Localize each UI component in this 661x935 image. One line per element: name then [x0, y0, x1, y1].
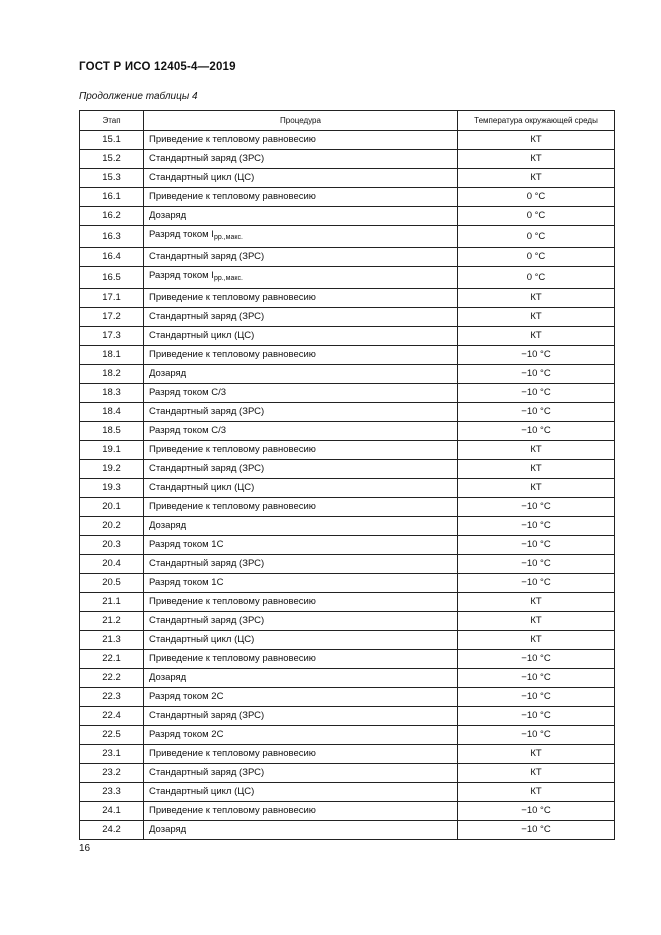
table-row: [80, 574, 615, 593]
cell-procedure: [144, 188, 458, 207]
cell-procedure: [144, 131, 458, 150]
cell-step: 16.4: [80, 248, 144, 267]
table-row: [80, 802, 615, 821]
procedure-text: Стандартный цикл (ЦС): [149, 172, 255, 183]
table-row: [80, 248, 615, 267]
table-row: [80, 783, 615, 802]
cell-procedure: [144, 384, 458, 403]
cell-step: 21.3: [80, 631, 144, 650]
cell-temperature: −10 °С: [458, 536, 615, 555]
table-body: [80, 131, 615, 840]
procedure-text: Приведение к тепловому равновесию: [149, 653, 316, 664]
cell-step: 15.2: [80, 150, 144, 169]
cell-procedure: [144, 248, 458, 267]
cell-temperature: КТ: [458, 308, 615, 327]
table-row: [80, 267, 615, 289]
cell-procedure: [144, 479, 458, 498]
cell-step: 15.3: [80, 169, 144, 188]
procedure-text: Разряд током С/3: [149, 387, 227, 398]
procedure-text: Разряд током С/3: [149, 425, 227, 436]
table-row: [80, 131, 615, 150]
table-row: [80, 207, 615, 226]
table-row: [80, 764, 615, 783]
table-row: [80, 726, 615, 745]
procedure-text: Приведение к тепловому равновесию: [149, 292, 316, 303]
cell-temperature: −10 °С: [458, 688, 615, 707]
procedure-text: Приведение к тепловому равновесию: [149, 596, 316, 607]
procedure-text: Разряд током 2С: [149, 729, 224, 740]
cell-temperature: КТ: [458, 327, 615, 346]
cell-procedure: [144, 764, 458, 783]
cell-procedure: [144, 802, 458, 821]
table-row: [80, 650, 615, 669]
table-row: [80, 631, 615, 650]
table-row: [80, 707, 615, 726]
cell-temperature: КТ: [458, 150, 615, 169]
cell-temperature: −10 °С: [458, 726, 615, 745]
cell-procedure: [144, 308, 458, 327]
cell-step: 18.3: [80, 384, 144, 403]
procedure-text: Приведение к тепловому равновесию: [149, 444, 316, 455]
table-row: [80, 289, 615, 308]
table-row: [80, 308, 615, 327]
cell-step: 19.3: [80, 479, 144, 498]
cell-step: 23.1: [80, 745, 144, 764]
cell-temperature: −10 °С: [458, 669, 615, 688]
cell-procedure: [144, 267, 458, 289]
cell-step: 17.3: [80, 327, 144, 346]
cell-temperature: 0 °С: [458, 188, 615, 207]
cell-step: 19.2: [80, 460, 144, 479]
cell-procedure: [144, 498, 458, 517]
procedure-text: Стандартный заряд (ЗРС): [149, 463, 265, 474]
cell-procedure: [144, 365, 458, 384]
table-row: [80, 346, 615, 365]
cell-procedure: [144, 688, 458, 707]
procedure-text: Дозаряд: [149, 672, 187, 683]
cell-step: 23.2: [80, 764, 144, 783]
cell-temperature: КТ: [458, 764, 615, 783]
table-row: [80, 669, 615, 688]
cell-procedure: [144, 669, 458, 688]
cell-temperature: 0 °С: [458, 207, 615, 226]
cell-temperature: 0 °С: [458, 267, 615, 289]
cell-procedure: [144, 422, 458, 441]
cell-procedure: [144, 460, 458, 479]
cell-temperature: −10 °С: [458, 365, 615, 384]
document-title: ГОСТ Р ИСО 12405-4—2019: [79, 61, 236, 73]
cell-temperature: 0 °С: [458, 248, 615, 267]
table-row: [80, 365, 615, 384]
cell-temperature: КТ: [458, 169, 615, 188]
cell-procedure: [144, 207, 458, 226]
column-header-temperature: Температура окружающей среды: [458, 111, 615, 131]
cell-step: 22.4: [80, 707, 144, 726]
column-header-procedure: Процедура: [144, 111, 458, 131]
cell-step: 21.2: [80, 612, 144, 631]
table-row: [80, 612, 615, 631]
cell-temperature: −10 °С: [458, 802, 615, 821]
procedure-text: Стандартный заряд (ЗРС): [149, 406, 265, 417]
cell-step: 17.1: [80, 289, 144, 308]
table-row: [80, 441, 615, 460]
procedure-text: Разряд током I: [149, 270, 214, 281]
cell-step: 18.5: [80, 422, 144, 441]
cell-procedure: [144, 821, 458, 840]
page-number: 16: [79, 843, 91, 854]
table-row: [80, 384, 615, 403]
procedure-text: Разряд током 1С: [149, 539, 224, 550]
table-row: [80, 169, 615, 188]
column-header-step: Этап: [80, 111, 144, 131]
cell-step: 17.2: [80, 308, 144, 327]
procedure-text: Стандартный цикл (ЦС): [149, 330, 255, 341]
cell-step: 16.1: [80, 188, 144, 207]
table-row: [80, 327, 615, 346]
cell-step: 18.2: [80, 365, 144, 384]
procedure-text: Стандартный цикл (ЦС): [149, 482, 255, 493]
cell-temperature: −10 °С: [458, 650, 615, 669]
table-header-row: [80, 111, 615, 131]
cell-temperature: −10 °С: [458, 403, 615, 422]
procedure-text: Стандартный цикл (ЦС): [149, 786, 255, 797]
cell-procedure: [144, 631, 458, 650]
cell-procedure: [144, 707, 458, 726]
cell-step: 20.1: [80, 498, 144, 517]
procedure-text: Разряд током 1С: [149, 577, 224, 588]
procedure-text: Приведение к тепловому равновесию: [149, 748, 316, 759]
table-row: [80, 555, 615, 574]
table-row: [80, 403, 615, 422]
cell-step: 18.4: [80, 403, 144, 422]
cell-procedure: [144, 574, 458, 593]
procedure-text: Разряд током I: [149, 229, 214, 240]
cell-procedure: [144, 593, 458, 612]
cell-step: 20.4: [80, 555, 144, 574]
cell-temperature: КТ: [458, 745, 615, 764]
cell-temperature: КТ: [458, 289, 615, 308]
table-row: [80, 498, 615, 517]
cell-procedure: [144, 346, 458, 365]
cell-temperature: −10 °С: [458, 517, 615, 536]
cell-temperature: −10 °С: [458, 422, 615, 441]
cell-temperature: КТ: [458, 131, 615, 150]
cell-procedure: [144, 327, 458, 346]
cell-temperature: 0 °С: [458, 226, 615, 248]
procedure-text: Стандартный заряд (ЗРС): [149, 710, 265, 721]
cell-procedure: [144, 289, 458, 308]
cell-step: 18.1: [80, 346, 144, 365]
procedure-text: Стандартный заряд (ЗРС): [149, 311, 265, 322]
table-row: [80, 460, 615, 479]
cell-step: 16.5: [80, 267, 144, 289]
cell-procedure: [144, 226, 458, 248]
cell-procedure: [144, 441, 458, 460]
cell-step: 24.1: [80, 802, 144, 821]
procedure-text: Дозаряд: [149, 368, 187, 379]
cell-temperature: КТ: [458, 441, 615, 460]
table-row: [80, 821, 615, 840]
procedure-text: Приведение к тепловому равновесию: [149, 191, 316, 202]
cell-temperature: КТ: [458, 593, 615, 612]
procedure-text: Стандартный заряд (ЗРС): [149, 615, 265, 626]
table-row: [80, 688, 615, 707]
cell-temperature: КТ: [458, 783, 615, 802]
procedure-text: Приведение к тепловому равновесию: [149, 134, 316, 145]
procedure-text: Разряд током 2С: [149, 691, 224, 702]
procedure-text: Стандартный заряд (ЗРС): [149, 251, 265, 262]
cell-step: 15.1: [80, 131, 144, 150]
cell-procedure: [144, 783, 458, 802]
cell-step: 21.1: [80, 593, 144, 612]
cell-step: 22.1: [80, 650, 144, 669]
cell-temperature: −10 °С: [458, 498, 615, 517]
cell-procedure: [144, 169, 458, 188]
cell-procedure: [144, 555, 458, 574]
procedure-text: Приведение к тепловому равновесию: [149, 501, 316, 512]
procedure-text: Стандартный заряд (ЗРС): [149, 558, 265, 569]
table-row: [80, 517, 615, 536]
table-row: [80, 422, 615, 441]
table-caption: Продолжение таблицы 4: [79, 91, 198, 102]
cell-step: 23.3: [80, 783, 144, 802]
cell-temperature: −10 °С: [458, 555, 615, 574]
cell-step: 24.2: [80, 821, 144, 840]
table-row: [80, 188, 615, 207]
cell-temperature: −10 °С: [458, 384, 615, 403]
cell-temperature: −10 °С: [458, 821, 615, 840]
cell-procedure: [144, 536, 458, 555]
cell-procedure: [144, 403, 458, 422]
procedure-text: Стандартный заряд (ЗРС): [149, 153, 265, 164]
table-row: [80, 593, 615, 612]
cell-procedure: [144, 726, 458, 745]
cell-temperature: КТ: [458, 612, 615, 631]
procedure-table: [79, 110, 615, 840]
cell-temperature: −10 °С: [458, 707, 615, 726]
procedure-text: Стандартный цикл (ЦС): [149, 634, 255, 645]
cell-temperature: КТ: [458, 460, 615, 479]
cell-temperature: КТ: [458, 631, 615, 650]
cell-procedure: [144, 745, 458, 764]
cell-step: 22.5: [80, 726, 144, 745]
table-row: [80, 536, 615, 555]
cell-procedure: [144, 612, 458, 631]
cell-step: 19.1: [80, 441, 144, 460]
cell-step: 16.3: [80, 226, 144, 248]
table-row: [80, 479, 615, 498]
cell-step: 22.2: [80, 669, 144, 688]
procedure-text: Приведение к тепловому равновесию: [149, 349, 316, 360]
table-row: [80, 745, 615, 764]
cell-step: 16.2: [80, 207, 144, 226]
procedure-subscript: рр.,макс.: [213, 234, 243, 241]
procedure-text: Дозаряд: [149, 210, 187, 221]
procedure-text: Дозаряд: [149, 824, 187, 835]
cell-temperature: −10 °С: [458, 346, 615, 365]
procedure-text: Приведение к тепловому равновесию: [149, 805, 316, 816]
table-row: [80, 226, 615, 248]
procedure-subscript: рр.,макс.: [213, 275, 243, 282]
cell-step: 22.3: [80, 688, 144, 707]
cell-step: 20.5: [80, 574, 144, 593]
cell-step: 20.2: [80, 517, 144, 536]
procedure-text: Стандартный заряд (ЗРС): [149, 767, 265, 778]
cell-temperature: КТ: [458, 479, 615, 498]
table-row: [80, 150, 615, 169]
cell-step: 20.3: [80, 536, 144, 555]
procedure-text: Дозаряд: [149, 520, 187, 531]
cell-procedure: [144, 517, 458, 536]
cell-procedure: [144, 150, 458, 169]
cell-procedure: [144, 650, 458, 669]
cell-temperature: −10 °С: [458, 574, 615, 593]
